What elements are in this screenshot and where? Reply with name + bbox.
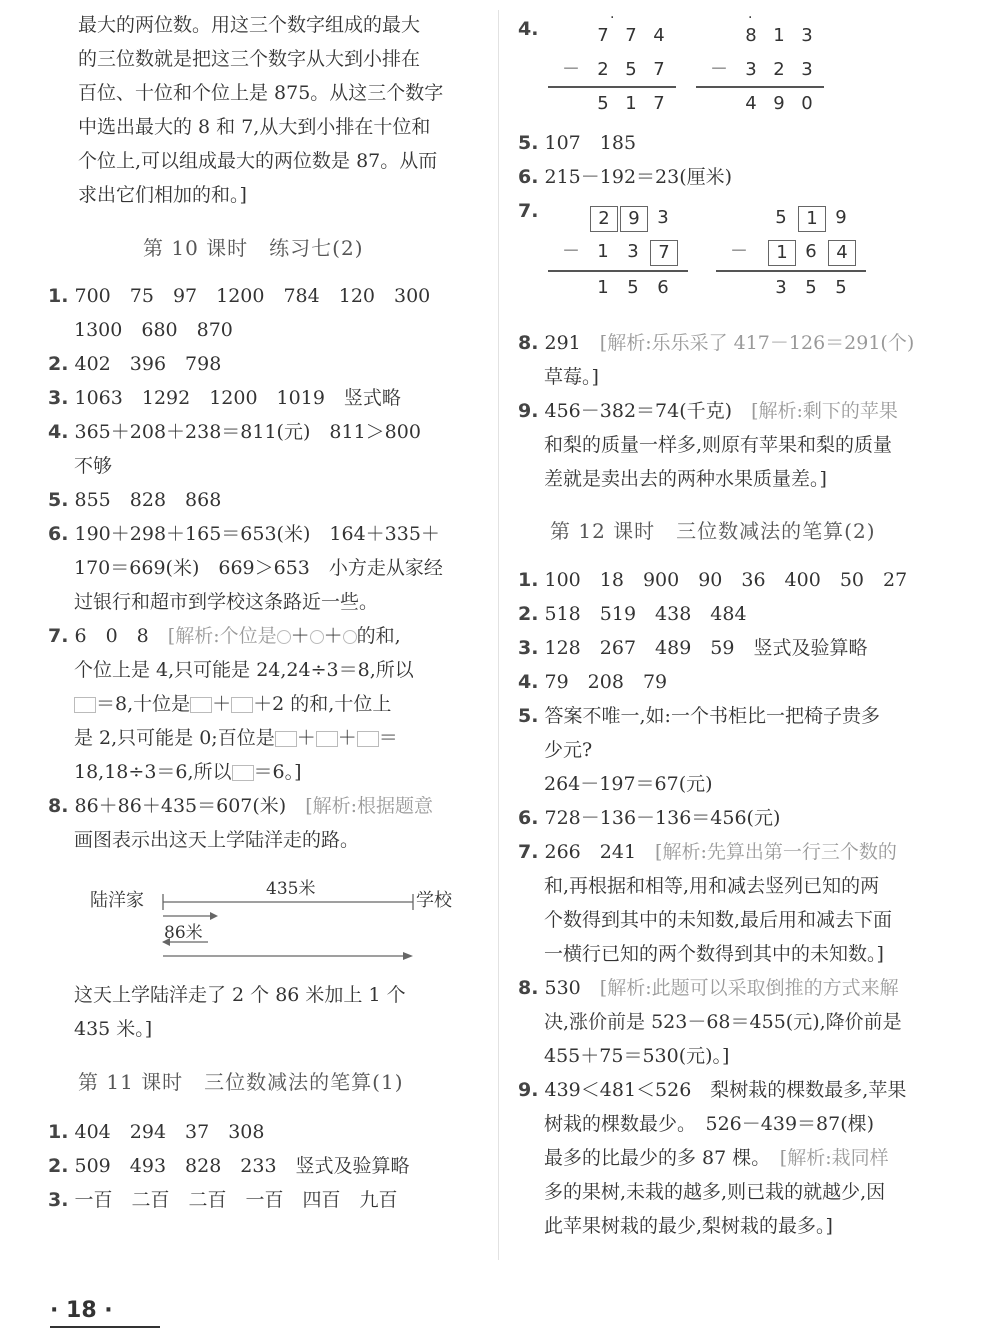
answer-4-cont: 不够 — [74, 455, 113, 477]
blank-box-icon — [231, 697, 253, 713]
answer-2: 2. 402 396 798 — [48, 353, 222, 375]
home-label: 陆洋家 — [90, 890, 144, 911]
answer-r9-cont: 差就是卖出去的两种水果质量差。] — [544, 468, 827, 490]
answer-6-cont: 过银行和超市到学校这条路近一些。 — [74, 591, 379, 613]
minus-sign: － — [562, 241, 580, 262]
borrow-dot: · — [610, 10, 615, 26]
l12-answer-9-cont: 此苹果树栽的最少,梨树栽的最多。] — [544, 1215, 833, 1237]
minus-sign: － — [730, 241, 748, 262]
answer-4: 4. 365＋208＋238＝811(元) 811＞800 — [48, 421, 421, 443]
answer-6-cont: 170＝669(米) 669＞653 小方走从家经 — [74, 557, 443, 579]
column-divider — [498, 10, 499, 1260]
l12-answer-4: 4. 79 208 79 — [518, 671, 668, 693]
route-diagram-svg — [48, 870, 478, 970]
blank-box-icon — [74, 697, 96, 713]
answer-r9-cont: 和梨的质量一样多,则原有苹果和梨的质量 — [544, 434, 893, 456]
blank-box-icon — [275, 731, 297, 747]
l12-answer-8-cont: 455＋75＝530(元)。] — [544, 1045, 730, 1067]
answer-7-cont: 是 2,只可能是 0;百位是 ＋ ＋ ＝ — [74, 727, 398, 749]
intro-line: 最大的两位数。用这三个数字组成的最大 — [78, 14, 421, 36]
answer-7-cont: 18,18÷3＝6,所以 ＝6。] — [74, 761, 302, 783]
page-number-underline — [50, 1326, 160, 1328]
school-label: 学校 — [416, 890, 452, 911]
l12-answer-5-cont: 264－197＝67(元) — [544, 773, 713, 795]
answer-6: 6. 190＋298＋165＝653(米) 164＋335＋ — [48, 523, 440, 545]
intro-line: 求出它们相加的和。] — [78, 184, 247, 206]
answer-7-cont: ＝8,十位是 ＋ ＋2 的和,十位上 — [74, 689, 391, 719]
l12-answer-2: 2. 518 519 438 484 — [518, 603, 747, 625]
l11-answer-3: 3. 一百 二百 二百 一百 四百 九百 — [48, 1189, 398, 1211]
distance-435-label: 435米 — [266, 879, 316, 899]
l12-answer-9-cont: 树栽的棵数最少。 526－439＝87(棵) — [544, 1113, 875, 1135]
vertical-calc: 5 1 9 － 1 6 4 3 5 5 — [716, 202, 876, 302]
blank-circle-icon — [277, 630, 291, 644]
l12-answer-7-cont: 和,再根据和相等,用和减去竖列已知的两 — [544, 875, 880, 897]
answer-8-cont: 435 米。] — [74, 1018, 153, 1040]
answer-8-cont: 这天上学陆洋走了 2 个 86 米加上 1 个 — [74, 984, 406, 1006]
answer-r7-label: 7. — [518, 200, 539, 222]
blank-box-icon — [357, 731, 379, 747]
calc-bar — [696, 86, 824, 88]
minus-sign: － — [562, 59, 580, 80]
answer-7: 7. 6 0 8 [解析:个位是 ＋ ＋ 的和, — [48, 625, 401, 647]
answer-8-cont: 画图表示出这天上学陆洋走的路。 — [74, 829, 360, 851]
l12-answer-7-cont: 一横行已知的两个数得到其中的未知数。] — [544, 943, 884, 965]
blank-circle-icon — [310, 630, 324, 644]
blank-box-icon — [190, 697, 212, 713]
l12-answer-8-cont: 决,涨价前是 523－68＝455(元),降价前是 — [544, 1011, 902, 1033]
blank-circle-icon — [343, 630, 357, 644]
l12-answer-6: 6. 728－136－136＝456(元) — [518, 807, 781, 829]
arrow-head-icon — [210, 912, 218, 920]
calc-bar — [548, 86, 676, 88]
borrow-dot: · — [748, 10, 753, 26]
answer-r5: 5. 107 185 — [518, 132, 637, 154]
l12-answer-8: 8. 530 [解析:此题可以采取倒推的方式来解 — [518, 977, 899, 999]
vertical-calc: 2 9 3 － 1 3 7 1 5 6 — [548, 202, 698, 302]
answer-8: 8. 86＋86＋435＝607(米) [解析:根据题意 — [48, 795, 434, 817]
vertical-calc: · 8 1 3 － 3 2 3 4 9 0 — [696, 20, 826, 120]
l12-answer-9-cont: 最多的比最少的多 87 棵。 [解析:栽同样 — [544, 1147, 889, 1169]
calc-bar — [716, 270, 866, 272]
l12-answer-5: 5. 答案不唯一,如:一个书柜比一把椅子贵多 — [518, 705, 880, 727]
answer-r8-cont: 草莓。] — [544, 366, 599, 388]
l11-answer-2: 2. 509 493 828 233 竖式及验算略 — [48, 1155, 410, 1177]
vertical-calc: · 7 7 4 － 2 5 7 5 1 7 — [548, 20, 678, 120]
calc-bar — [548, 270, 688, 272]
l12-answer-5-cont: 少元? — [544, 739, 593, 761]
answer-1: 1. 700 75 97 1200 784 120 300 — [48, 285, 431, 307]
l12-answer-3: 3. 128 267 489 59 竖式及验算略 — [518, 637, 868, 659]
intro-line: 中选出最大的 8 和 7,从大到小排在十位和 — [78, 116, 431, 138]
blank-box-icon — [316, 731, 338, 747]
answer-3: 3. 1063 1292 1200 1019 竖式略 — [48, 387, 401, 409]
blank-box-icon — [232, 765, 254, 781]
intro-line: 的三位数就是把这三个数字从大到小排在 — [78, 48, 421, 70]
intro-line: 个位上,可以组成最大的两位数是 87。从而 — [78, 150, 438, 172]
l12-answer-7: 7. 266 241 [解析:先算出第一行三个数的 — [518, 841, 897, 863]
lesson-10-heading: 第 10 课时 练习七(2) — [143, 236, 364, 260]
minus-sign: － — [710, 59, 728, 80]
page-number: · 18 · — [50, 1298, 113, 1323]
lesson-12-heading: 第 12 课时 三位数减法的笔算(2) — [550, 519, 876, 543]
l12-answer-9: 9. 439＜481＜526 梨树栽的棵数最多,苹果 — [518, 1079, 907, 1101]
route-diagram — [48, 870, 478, 970]
distance-86-label: 86米 — [164, 923, 203, 943]
arrow-head-icon — [403, 952, 413, 960]
answer-1-cont: 1300 680 870 — [74, 319, 233, 341]
answer-5: 5. 855 828 868 — [48, 489, 222, 511]
answer-r8: 8. 291 [解析:乐乐采了 417－126＝291(个) — [518, 332, 915, 354]
answer-r4-label: 4. — [518, 18, 539, 40]
answer-r9: 9. 456－382＝74(千克) [解析:剩下的苹果 — [518, 400, 898, 422]
l11-answer-1: 1. 404 294 37 308 — [48, 1121, 265, 1143]
l12-answer-7-cont: 个数得到其中的未知数,最后用和减去下面 — [544, 909, 893, 931]
intro-line: 百位、十位和个位上是 875。从这三个数字 — [78, 82, 444, 104]
answer-r6: 6. 215－192＝23(厘米) — [518, 166, 733, 188]
l12-answer-1: 1. 100 18 900 90 36 400 50 27 — [518, 569, 908, 591]
answer-7-cont: 个位上是 4,只可能是 24,24÷3＝8,所以 — [74, 659, 414, 681]
l12-answer-9-cont: 多的果树,未栽的越多,则已栽的就越少,因 — [544, 1181, 886, 1203]
lesson-11-heading: 第 11 课时 三位数减法的笔算(1) — [78, 1070, 404, 1094]
